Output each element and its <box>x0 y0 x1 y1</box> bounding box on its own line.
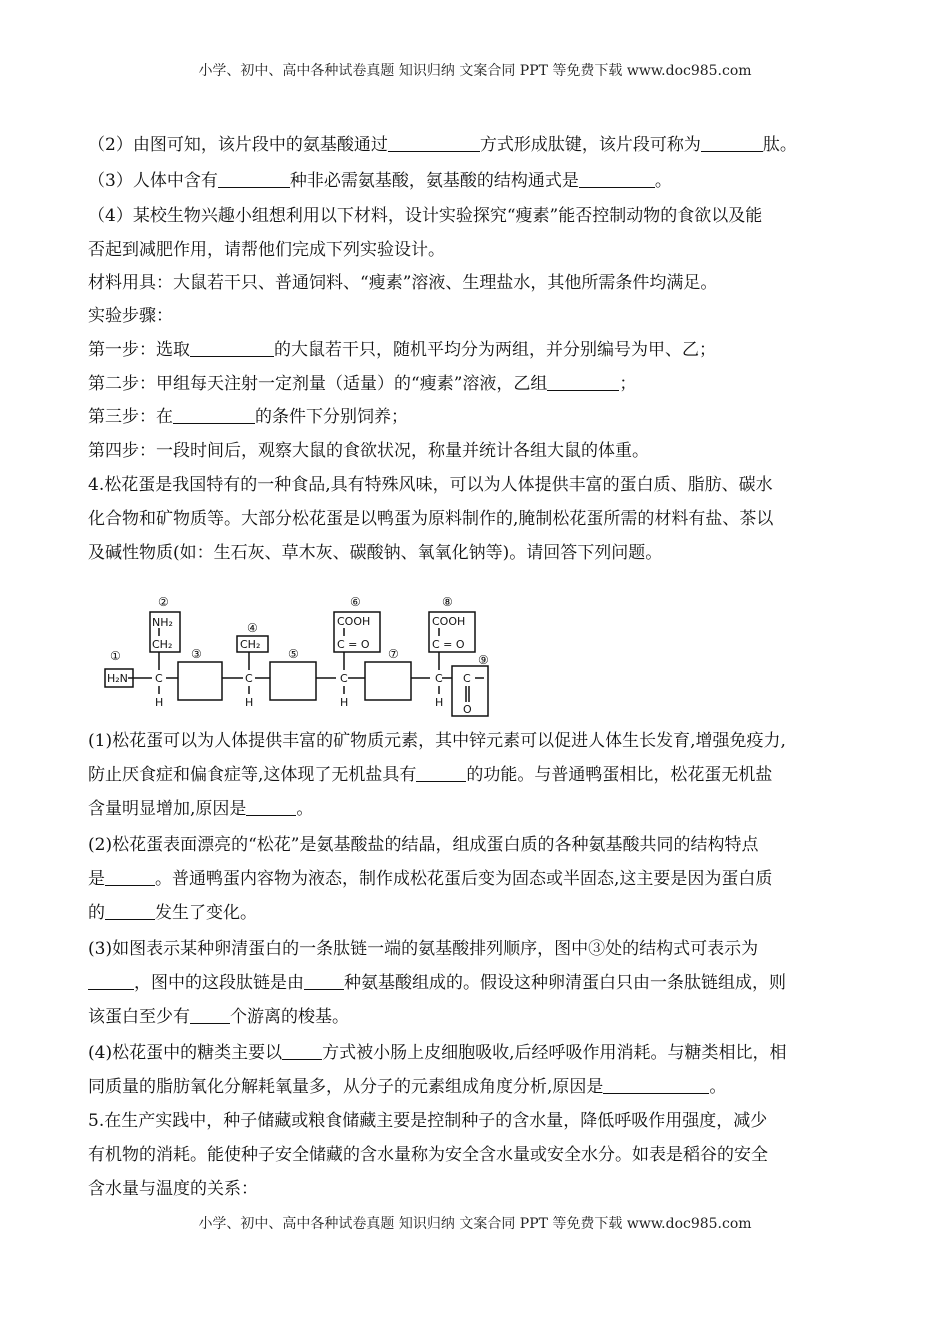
text: 。普通鸭蛋内容物为液态，制作成松花蛋后变为固态或半固态,这主要是因为蛋白质 <box>155 869 773 889</box>
text: 。 <box>709 1077 727 1097</box>
hydrogen-2: H <box>245 696 254 709</box>
text: 的 <box>88 903 105 923</box>
text: （2）由图可知，该片段中的氨基酸通过 <box>88 135 388 155</box>
alpha-carbon-1: C <box>155 672 163 685</box>
answer-blank[interactable] <box>304 973 344 990</box>
q3-part4-line1: （4）某校生物兴趣小组想利用以下材料，设计实验探究“瘦素”能否控制动物的食欲以及能 <box>88 206 763 226</box>
answer-blank[interactable] <box>603 1077 709 1094</box>
answer-blank[interactable] <box>190 1007 230 1024</box>
text: 该蛋白至少有 <box>88 1007 190 1027</box>
co-group-8: C = O <box>432 638 465 651</box>
label-4: ④ <box>247 621 258 635</box>
label-5: ⑤ <box>288 647 299 661</box>
label-2: ② <box>158 595 169 609</box>
q4-part3-line2 <box>88 973 786 993</box>
text: 种氨基酸组成的。假设这种卵清蛋白只由一条肽链组成，则 <box>344 973 786 993</box>
q4-intro-line2: 化合物和矿物质等。大部分松花蛋是以鸭蛋为原料制作的,腌制松花蛋所需的材料有盐、茶以 <box>88 509 774 529</box>
label-9: ⑨ <box>478 653 489 667</box>
q4-part2-line2 <box>88 869 772 889</box>
q3-part2 <box>88 135 797 155</box>
q4-part4-line2 <box>88 1077 726 1097</box>
page-header: 小学、初中、高中各种试卷真题 知识归纳 文案合同 PPT 等免费下载 www.doc985.com <box>198 63 752 79</box>
text: 含量明显增加,原因是 <box>88 799 247 819</box>
hydrogen-3: H <box>340 696 349 709</box>
step-4: 第四步：一段时间后，观察大鼠的食欲状况，称量并统计各组大鼠的体重。 <box>88 441 649 461</box>
cooh-group-8: COOH <box>432 615 466 628</box>
peptide-chain-diagram <box>100 590 510 720</box>
q4-intro-line3: 及碱性物质(如：生石灰、草木灰、碳酸钠、氧氧化钠等)。请回答下列问题。 <box>88 543 663 563</box>
label-6: ⑥ <box>350 595 361 609</box>
q5-line1: 5.在生产实践中，种子储藏或粮食储藏主要是控制种子的含水量，降低呼吸作用强度，减少 <box>88 1111 768 1131</box>
step-2 <box>88 374 636 394</box>
h2n-group: H₂N <box>107 672 128 685</box>
text: 方式被小肠上皮细胞吸收,后经呼吸作用消耗。与糖类相比，相 <box>322 1043 787 1063</box>
ch2-group-4: CH₂ <box>240 638 261 651</box>
alpha-carbon-2: C <box>245 672 253 685</box>
steps-title: 实验步骤： <box>88 306 173 326</box>
alpha-carbon-4: C <box>435 672 443 685</box>
materials: 材料用具：大鼠若干只、普通饲料、“瘦素”溶液、生理盐水，其他所需条件均满足。 <box>88 273 718 293</box>
q4-part3-line3 <box>88 1007 349 1027</box>
text: 防止厌食症和偏食症等,这体现了无机盐具有 <box>88 765 417 785</box>
answer-blank[interactable] <box>246 799 296 816</box>
alpha-carbon-3: C <box>340 672 348 685</box>
carbonyl-c: C <box>463 672 471 685</box>
text: 是 <box>88 869 105 889</box>
box-5 <box>270 662 316 700</box>
text: 的条件下分别饲养； <box>255 407 408 427</box>
step-3 <box>88 407 408 427</box>
q4-part1-line1: (1)松花蛋可以为人体提供丰富的矿物质元素，其中锌元素可以促进人体生长发育,增强免疫力, <box>88 731 786 751</box>
co-group-6: C = O <box>337 638 370 651</box>
q4-part3-line1: (3)如图表示某种卵清蛋白的一条肽链一端的氨基酸排列顺序，图中③处的结构式可表示为 <box>88 939 759 959</box>
text: 方式形成肽键，该片段可称为 <box>479 135 701 155</box>
answer-blank[interactable] <box>105 869 155 886</box>
answer-blank[interactable] <box>190 340 274 357</box>
text: （3）人体中含有 <box>88 171 218 191</box>
box-3 <box>178 662 222 700</box>
q4-part2-line3 <box>88 903 257 923</box>
answer-blank[interactable] <box>105 903 155 920</box>
label-8: ⑧ <box>442 595 453 609</box>
q3-part3 <box>88 171 672 191</box>
q5-line3: 含水量与温度的关系： <box>88 1179 258 1199</box>
carbonyl-o: O <box>463 703 472 716</box>
label-7: ⑦ <box>388 647 399 661</box>
ch2-group-2: CH₂ <box>152 638 173 651</box>
answer-blank[interactable] <box>701 135 763 152</box>
answer-blank[interactable] <box>388 135 480 152</box>
hydrogen-1: H <box>155 696 164 709</box>
text: 第二步：甲组每天注射一定剂量（适量）的“瘦素”溶液，乙组 <box>88 374 548 394</box>
text: 的功能。与普通鸭蛋相比，松花蛋无机盐 <box>466 765 773 785</box>
text: 第三步：在 <box>88 407 173 427</box>
q4-part2-line1: (2)松花蛋表面漂亮的“松花”是氨基酸盐的结晶，组成蛋白质的各种氨基酸共同的结构特点 <box>88 835 759 855</box>
q4-part1-line3 <box>88 799 313 819</box>
nh2-group: NH₂ <box>152 616 173 629</box>
box-7 <box>365 662 411 700</box>
text: 发生了变化。 <box>155 903 257 923</box>
text: 第一步：选取 <box>88 340 190 360</box>
q4-part1-line2 <box>88 765 772 785</box>
text: 。 <box>296 799 314 819</box>
step-1 <box>88 340 716 360</box>
answer-blank[interactable] <box>88 973 134 990</box>
page-footer: 小学、初中、高中各种试卷真题 知识归纳 文案合同 PPT 等免费下载 www.doc985.com <box>198 1216 752 1232</box>
answer-blank[interactable] <box>579 171 655 188</box>
text: (4)松花蛋中的糖类主要以 <box>88 1043 283 1063</box>
q4-intro-line1: 4.松花蛋是我国特有的一种食品,具有特殊风味，可以为人体提供丰富的蛋白质、脂肪、碳水 <box>88 475 773 495</box>
text: 的大鼠若干只，随机平均分为两组，并分别编号为甲、乙； <box>274 340 716 360</box>
label-1: ① <box>110 649 121 663</box>
hydrogen-4: H <box>435 696 444 709</box>
answer-blank[interactable] <box>218 171 290 188</box>
answer-blank[interactable] <box>416 765 466 782</box>
answer-blank[interactable] <box>173 407 255 424</box>
cooh-group-6: COOH <box>337 615 371 628</box>
text: 种非必需氨基酸，氨基酸的结构通式是 <box>289 171 579 191</box>
text: 。 <box>654 171 672 191</box>
answer-blank[interactable] <box>282 1043 322 1060</box>
text: 同质量的脂肪氧化分解耗氧量多，从分子的元素组成角度分析,原因是 <box>88 1077 604 1097</box>
text: ，图中的这段肽链是由 <box>134 973 304 993</box>
text: ； <box>619 374 637 394</box>
text: 个游离的梭基。 <box>230 1007 349 1027</box>
answer-blank[interactable] <box>547 374 619 391</box>
q3-part4-line2: 否起到减肥作用，请帮他们完成下列实验设计。 <box>88 240 445 260</box>
text: 肽。 <box>762 135 797 155</box>
q4-part4-line1 <box>88 1043 787 1063</box>
q5-line2: 有机物的消耗。能使种子安全储藏的含水量称为安全含水量或安全水分。如表是稻谷的安全 <box>88 1145 768 1165</box>
label-3: ③ <box>191 647 202 661</box>
